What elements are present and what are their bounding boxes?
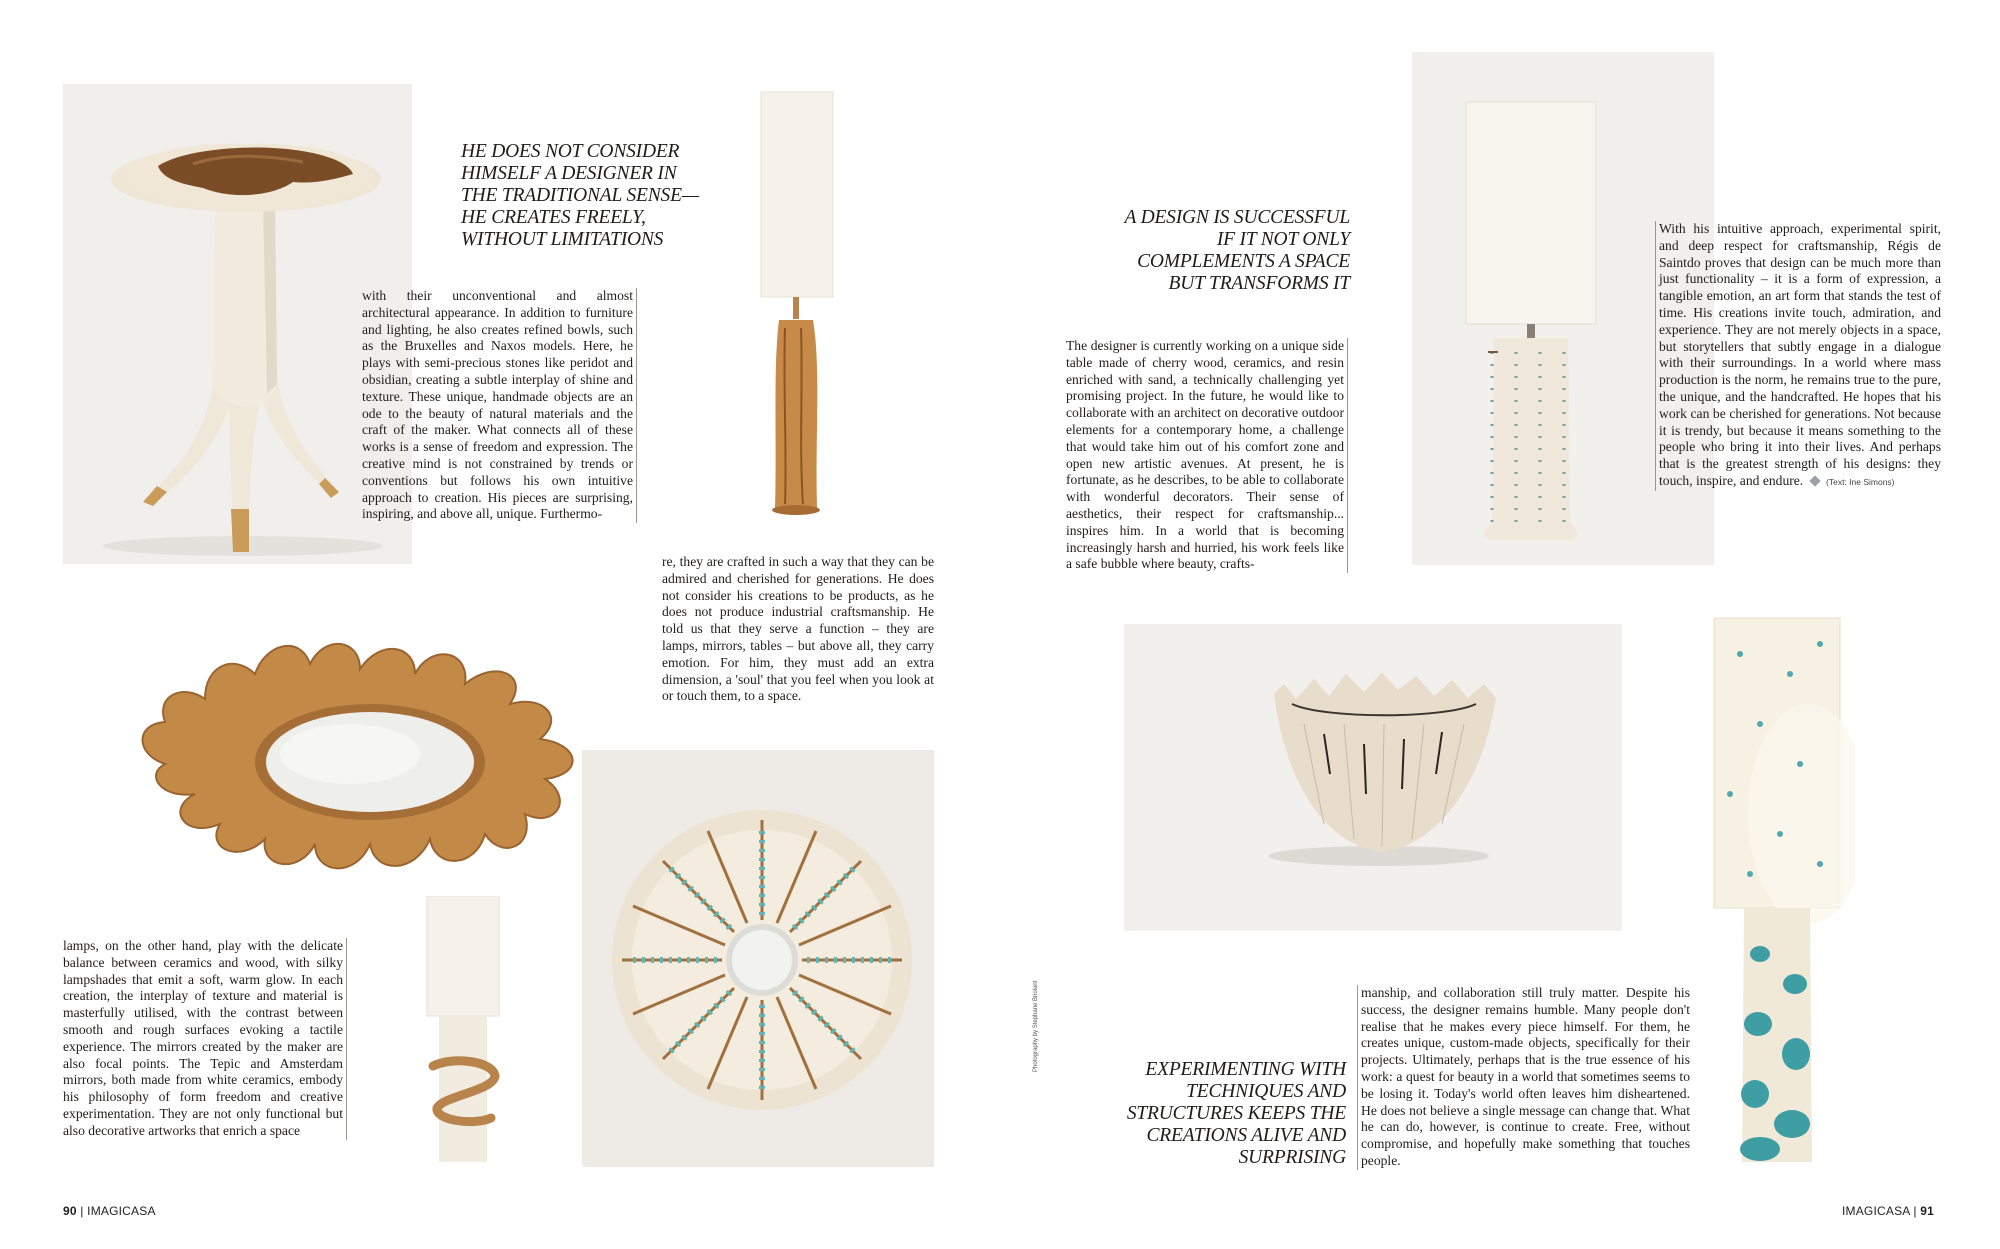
end-mark-icon (1809, 475, 1820, 486)
photo-ceramic-bowl (1124, 624, 1622, 931)
body-column-b: re, they are crafted in such a way that they can be admired and cherished for generations. He does not consider his creations to be products, as he does not produce industrial craftsmanship. He told us that they serve a function – they are lamps, mirrors, tables – but above all, they carry emotion. For him, they must add an extra dimension, a 'soul' that you feel when you look at or touch them, to a space. (662, 554, 934, 704)
pull-quote-2 (1060, 207, 1350, 295)
photo-spiral-lamp (423, 896, 505, 1164)
pull-quote-2-line: COMPLEMENTS A SPACE (1137, 251, 1350, 272)
folio-separator: | (80, 1204, 84, 1218)
text-credit: (Text: Ine Simons) (1826, 476, 1895, 487)
pull-quote-3-line: EXPERIMENTING WITH (1145, 1059, 1346, 1080)
pull-quote-2-line: IF IT NOT ONLY (1216, 229, 1350, 250)
page-number: 90 (63, 1204, 77, 1218)
pull-quote-3-line: CREATIONS ALIVE AND (1146, 1125, 1346, 1146)
pull-quote-1 (461, 141, 751, 251)
body-column-f: manship, and collaboration still truly matter. Despite his success, the designer remains humble. Many people don't realise that he makes every piece himself. For them, he creates unique, custom-made objects, specifically for their projects. Ultimately, perhaps that is the true essence of his work: a quest for beauty in a world that sometimes seems to be losing it. Today's world often leaves him disheartened. He does not believe a single message can change that. What he can do, however, is continue to create. Free, without compromise, and hopefully make something that touches people. (1357, 985, 1690, 1170)
pull-quote-3-line: TECHNIQUES AND (1186, 1081, 1346, 1102)
pull-quote-3-line: SURPRISING (1238, 1147, 1346, 1168)
body-column-e-text: With his intuitive approach, experimental spirit, and deep respect for craftsmanship, Régis de Saintdo proves that design can be much more than just functionality – it is a form of expression, a tangible emotion, an art form that stands the test of time. His creations invite touch, admiration, and experience. They are not merely objects in a space, but storytellers that subtly engage in a dialogue with their surroundings. In a world where mass production is the norm, he remains true to the pure, the unique, and the handcrafted. He hopes that his work can be cherished for generations. Not because it is trendy, but because it means something to the people who bring it into their lives. And perhaps that is the greatest strength of his designs: they touch, inspire, and endure. (1659, 221, 1941, 488)
folio-right (1842, 1204, 1934, 1218)
pull-quote-2-line: BUT TRANSFORMS IT (1168, 273, 1350, 294)
pull-quote-3 (1060, 1059, 1346, 1169)
folio-left (63, 1204, 156, 1218)
pull-quote-2-line: A DESIGN IS SUCCESSFUL (1124, 207, 1350, 228)
magazine-name: IMAGICASA (87, 1204, 156, 1218)
photo-beaded-lamp (1700, 614, 1855, 1174)
pull-quote-1-line: THE TRADITIONAL SENSE— (461, 185, 699, 206)
page-number: 91 (1920, 1204, 1934, 1218)
magazine-name: IMAGICASA (1842, 1204, 1910, 1218)
pull-quote-1-line: HIMSELF A DESIGNER IN (461, 163, 677, 184)
photo-side-table (63, 84, 412, 564)
body-column-c: lamps, on the other hand, play with the delicate balance between ceramics and wood, with silky lampshades that emit a soft, warm glow. In each creation, the interplay of texture and material is masterfully utilised, with the contrast between smooth and rough surfaces evoking a tactile experience. The mirrors created by the maker are also focal points. The Tepic and Amsterdam mirrors, both made from white ceramics, embody his philosophy of form freedom and creative experimentation. They are not only functional but also decorative artworks that enrich a space (63, 938, 347, 1140)
photo-wooden-lamp (755, 88, 840, 528)
pull-quote-1-line: WITHOUT LIMITATIONS (461, 229, 664, 250)
photo-credit: Photography by Stephane Briolant (1033, 980, 1039, 1072)
body-column-a: with their unconventional and almost architectural appearance. In addition to furniture and lighting, he also creates refined bowls, such as the Bruxelles and Naxos models. Here, he plays with semi-precious stones like peridot and obsidian, creating a subtle interplay of shine and texture. These unique, handmade objects are an ode to the beauty of natural materials and the craft of the maker. What connects all of these works is a sense of freedom and expression. The creative mind is not constrained by trends or conventions but follows his own intuitive approach to creation. His pieces are surprising, inspiring, and above all, unique. Furthermo- (362, 288, 637, 523)
pull-quote-3-line: STRUCTURES KEEPS THE (1126, 1103, 1346, 1124)
pull-quote-1-line: HE DOES NOT CONSIDER (461, 141, 680, 162)
body-column-e (1655, 221, 1941, 491)
body-column-d: The designer is currently working on a unique side table made of cherry wood, ceramics, and resin enriched with sand, a technically challenging yet promising project. In the future, he would like to collaborate with an architect on decorative outdoor elements for a contemporary home, a challenge that would take him out of his comfort zone and open new artistic avenues. At present, he is fortunate, as he describes, to be able to collaborate with wonderful decorators. Their sense of aesthetics, their respect for craftsmanship... inspires him. In a world that is becoming increasingly harsh and hurried, his work feels like a safe bubble where beauty, crafts- (1066, 338, 1348, 573)
photo-wooden-mirror (125, 604, 615, 914)
folio-separator: | (1913, 1204, 1917, 1218)
pull-quote-1-line: HE CREATES FREELY, (461, 207, 646, 228)
photo-ceramic-mirror (582, 750, 934, 1167)
